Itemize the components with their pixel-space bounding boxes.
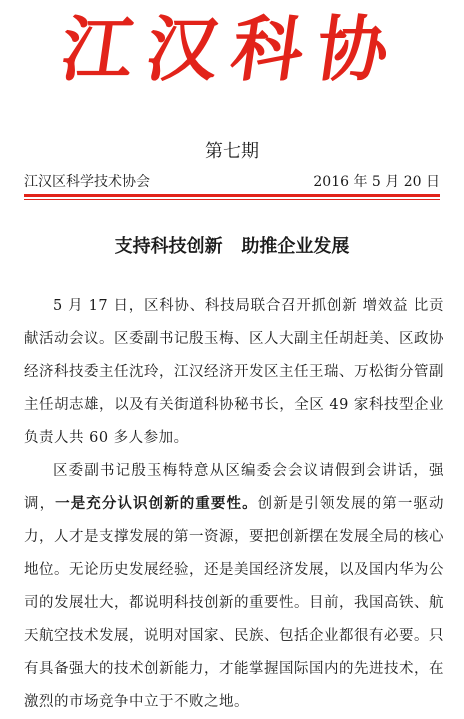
paragraph-1: 5 月 17 日，区科协、科技局联合召开抓创新 增效益 比贡献活动会议。区委副书记殷玉梅、区人大副主任胡赶美、区政协经济科技委主任沈玲，江汉经济开发区主任王瑞、万松街分管副主任胡志雄，以及有关街道科协秘书长，全区 49 家科技型企业负责人共 60 多人参加。	[24, 298, 444, 446]
paragraph-2-rest: 创新是引领发展的第一驱动力，人才是支撑发展的第一资源，要把创新摆在发展全局的核心地位。无论历史发展经验，还是美国经济发展，以及国内华为公司的发展壮大，都说明科技创新的重要性。目前，我国高铁、航天航空技术发展，说明对国家、民族、包括企业都很有必要。只有具备强大的技术创新能力，才能掌握国际国内的先进技术，在激烈的市场竞争中立于不败之地。	[24, 496, 445, 710]
article-body	[24, 290, 444, 719]
publication-meta	[24, 172, 440, 192]
masthead-title: 江汉科协	[56, 8, 408, 91]
header-rule-thin	[24, 199, 440, 200]
header-rule-thick	[24, 194, 440, 197]
paragraph-2	[24, 455, 444, 719]
paragraph-2-lead: 区委副书记殷玉梅特意从区编委会会议请假到会讲话，强调，	[24, 463, 444, 512]
paragraph-2-emphasis: 一是充分认识创新的重要性。	[55, 496, 258, 512]
article-title: 支持科技创新 助推企业发展	[114, 236, 350, 257]
publication-date: 2016 年 5 月 20 日	[313, 174, 440, 190]
issue-number: 第七期	[205, 141, 259, 162]
organization-name: 江汉区科学技术协会	[24, 174, 150, 190]
